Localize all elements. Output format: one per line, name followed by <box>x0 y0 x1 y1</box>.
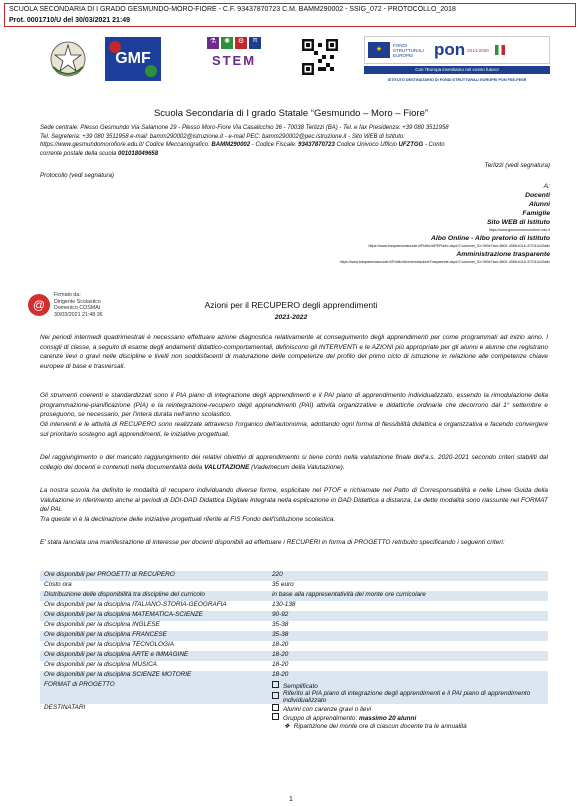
paragraph-2: Gli strumenti coerenti e standardizzati sono il PIA piano di integrazione degli apprendimenti e il PAI piano di apprendimento individualizzato, essendo la rimodulazione della programmazione-pianificazione (PIA) e la reintegrazione-recupero degli apprendimenti (PAI) attività organizzative e didattiche ordinarie che decorrono dal 1° settembre e proseguono, se necessario, per l'intera durata nell'anno scolastico. <box>40 392 548 418</box>
signature-line-4: 30/03/2021 21:48:36 <box>54 311 103 318</box>
format-option-1: Semplificato <box>272 681 544 690</box>
recipients-block <box>340 182 550 266</box>
criteria-value: 18-20 <box>272 641 289 648</box>
format-label: FORMAT di PROGETTO <box>40 681 268 704</box>
recipient-famiglie: Famiglie <box>522 210 550 217</box>
url-amministrazione[interactable]: https://www.trasparenzascuole.it/Public/AmministrazioneTrasparente.aspx?Customer_ID=390e7ace-8601-4968-b11b-372111c02d8c <box>339 260 550 264</box>
recipient-amministrazione: Amministrazione trasparente <box>456 251 550 258</box>
eu-flag-icon: ★ <box>368 42 390 58</box>
dest-option-2: Gruppo di apprendimento: massimo 20 alunni <box>272 713 544 722</box>
criteria-value: 18-20 <box>268 671 548 681</box>
table-row <box>40 591 548 601</box>
bullet-icon: ❖ <box>284 723 290 730</box>
dest-option-1: Alunni con carenze gravi o lievi <box>272 704 544 713</box>
protocol-line-2: Prot. 0001710/U del 30/03/2021 21:49 <box>9 17 131 24</box>
recipients-a: A: <box>543 183 550 190</box>
format-option-2: Riferito al PIA piano di integrazione degli apprendimenti e il PAI piano di apprendimento individualizzato <box>272 690 544 704</box>
table-row <box>40 671 548 681</box>
url-albo[interactable]: https://www.trasparenzascuole.it/Public/APEPublic.aspx?Customer_ID=390e7ace-8601-4968-b11b-372111c02d8c <box>368 244 550 248</box>
document-title: Azioni per il RECUPERO degli apprendimenti <box>204 300 378 310</box>
destinatari-label: DESTINATARI <box>40 704 268 730</box>
pon-footer: ISTITUTO DESTINATARIO DI FONDI STRUTTURALI EUROPEI PON FSE-FESR <box>387 78 527 82</box>
protocol-stamp <box>4 3 576 27</box>
criteria-value: 35 euro <box>272 581 294 588</box>
republic-emblem <box>48 37 88 81</box>
criteria-label: Ore disponibili per la disciplina INGLESE <box>44 621 160 628</box>
paragraph-3: Gli interventi e le attività di RECUPERO sono realizzate attraverso l'organico dell'autonomia, adottando ogni forma di flessibilità didattica e organizzativa e facendo convergere sul prioritario sostegno agli apprendimenti, le iniziative progettuali. <box>40 421 548 438</box>
stem-text: STEM <box>211 53 257 68</box>
table-row <box>40 601 548 611</box>
stem-logo <box>206 37 262 81</box>
protocol-line-1: SCUOLA SECONDARIA DI I GRADO GESMUNDO-MORO-FIORE - C.F. 93437870723 C.M. BAMM290002 - SSIG_072 - PROTOCOLLO_2018 <box>9 6 456 13</box>
table-row <box>40 581 548 591</box>
destinatari-options <box>268 704 548 730</box>
signature-seal-icon: @ <box>28 294 50 316</box>
signature-line-1: Firmato da: <box>54 292 81 298</box>
table-row <box>40 641 548 651</box>
pon-years: 2014-2020 <box>467 47 489 53</box>
address-line-3: https://www.gesmundomorofiore.edu.it/ Codice Meccanografico: BAMM290002 - Codice Fiscale: 93437870723 Codice Univoco Ufficio UFZTGG - Conto <box>40 142 445 148</box>
paragraph-5: La nostra scuola ha definito le modalità di recupero individuando diverse forme, esplicitate nel PTOF e richiamate nel Patto di Corresponsabilità e nelle Linee Guida della Valutazione in riferimento anche ai periodi di DDI-DAD Didattica Digitale Integrata nella esplicazione in DAD Didattica a distanza. Le dette modalità sono riassunte nel FORMAT del PAI. Tra queste vi è la declinazione delle iniziative progettuali riferite al FIS Fondo dell'Istituzione scolastica. <box>40 487 548 523</box>
address-line-4: corrente postale della scuola 001018049658 <box>40 150 159 157</box>
address-line-2: Tel. Segreteria: +39 080 3511958 e-mail: bamm290002@istruzione.it - e-mail PEC: bamm290002@pec.istruzione.it - Sito WEB di Istituto: <box>40 133 405 140</box>
criteria-value: 35-38 <box>268 631 548 641</box>
criteria-value: 35-38 <box>272 621 289 628</box>
paragraph-6: E' stata lanciata una manifestazione di interesse per docenti disponibili ad effettuare i RECUPERI in forma di PROGETTO retribuito specificando i seguenti criteri: <box>40 539 505 546</box>
pi-icon: π <box>249 37 261 49</box>
criteria-label: Ore disponibili per la disciplina SCIENZE MOTORIE <box>40 671 268 681</box>
pon-word: pon <box>434 40 466 59</box>
qr-code <box>302 38 338 76</box>
protocol-signature: Protocollo (vedi segnatura) <box>40 172 114 179</box>
gmf-text: GMF <box>115 50 151 67</box>
table-row <box>40 621 548 631</box>
recipient-alunni: Alunni <box>528 201 550 208</box>
recipient-docenti: Docenti <box>525 192 550 199</box>
format-row <box>40 681 548 704</box>
table-row <box>40 611 548 621</box>
dest-sub-option: ❖ Ripartizione del monte ore di ciascun docente tra le annualità <box>284 723 467 730</box>
criteria-label: Costo ora <box>44 581 72 588</box>
gmf-logo <box>105 37 161 81</box>
pon-fondi-text: FONDI STRUTTURALI EUROPEI <box>393 42 425 58</box>
gear-icon: ⚙ <box>235 37 247 49</box>
address-line-1: Sede centrale: Plesso Gesmundo Via Salamone 29 - Plesso Moro-Fiore Via Casalicchio 36 - 70038 Terlizzi (BA) - Tel. e fax Presidenza: +39 080 3511958 <box>40 125 449 131</box>
criteria-label: Ore disponibili per la disciplina ARTE e IMMAGINE <box>40 651 268 661</box>
criteria-label: Ore disponibili per PROGETTI di RECUPERO <box>40 571 268 581</box>
stem-icons <box>206 37 262 49</box>
italy-flag-icon <box>495 45 505 55</box>
table-row <box>40 631 548 641</box>
checkbox-icon <box>272 713 279 720</box>
paragraph-1: Nei periodi intermedi quadrimestrali è necessario effettuare azione diagnostica relativamente al conseguimento degli apprendimenti per come programmati ad inizio anno. I consigli di classe, a seguito di esame degli andamenti didattico-comportamentali, definiscono gli INTERVENTI e le AZIONI più appropriate per gli alunni e alunne che registrano carenze lievi o gravi nelle discipline e livelli non soddisfacenti di maturazione delle competenze del profilo del primo ciclo di istruzione in relazione alle competenze chiave europee di base e trasversali. <box>40 334 548 370</box>
pon-tagline: Con l'Europa investiamo nel vostro futuro! <box>364 66 550 74</box>
table-row <box>40 661 548 671</box>
document-year: 2021-2022 <box>274 314 308 321</box>
checkbox-icon <box>272 704 279 711</box>
flask-icon: ⚗ <box>207 37 219 49</box>
criteria-label: Ore disponibili per la disciplina TECNOLOGIA <box>44 641 174 648</box>
checkbox-icon <box>272 681 279 688</box>
criteria-value: 18-20 <box>268 651 548 661</box>
pon-banner <box>364 36 550 90</box>
school-title: Scuola Secondaria di I grado Statale “Gesmundo – Moro – Fiore” <box>153 108 429 119</box>
table-row <box>40 651 548 661</box>
criteria-label: Distribuzione delle disponibilità tra discipline del curricolo <box>40 591 268 601</box>
paragraph-4: Del raggiungimento o del mancato raggiungimento dei relativi obiettivi di apprendimento si tiene conto nella valutazione finale dell'a.s. 2020-2021 secondo criteri stabiliti dal collegio dei docenti e contenuti nella documentalità della VALUTAZIONE (Vademecum della Valutazione). <box>40 454 548 471</box>
table-row <box>40 571 548 581</box>
page-number: 1 <box>289 796 293 803</box>
destinatari-row <box>40 704 548 730</box>
place-signature: Terlizzi (vedi segnatura) <box>484 162 550 169</box>
criteria-table <box>40 571 548 730</box>
criteria-label: Ore disponibili per la disciplina MUSICA <box>44 661 157 668</box>
criteria-value: 130-138 <box>272 601 296 608</box>
url-sito[interactable]: https://www.gesmundomorofiore.edu.it <box>488 228 550 232</box>
criteria-value: 90-92 <box>268 611 548 621</box>
criteria-table-body <box>40 571 548 681</box>
checkbox-icon <box>272 692 279 699</box>
criteria-label: Ore disponibili per la disciplina ITALIANO-STORIA-GEOGRAFIA <box>44 601 227 608</box>
criteria-value: 18-20 <box>272 661 289 668</box>
signature-line-3: Domenico COSMAI <box>54 305 101 311</box>
criteria-label: Ore disponibili per la disciplina FRANCESE <box>40 631 268 641</box>
recipient-albo: Albo Online - Albo pretorio di Istituto <box>430 235 550 242</box>
recipient-sito: Sito WEB di Istituto <box>486 219 550 226</box>
signature-line-2: Dirigente Scolastico <box>54 298 101 305</box>
school-address <box>40 124 550 158</box>
criteria-value: in base alla rappresentatività del monte ore curricolare <box>268 591 548 601</box>
format-options <box>268 681 548 704</box>
atom-icon: ✺ <box>221 37 233 49</box>
criteria-label: Ore disponibili per la disciplina MATEMATICA-SCIENZE <box>40 611 268 621</box>
criteria-value: 220 <box>268 571 548 581</box>
